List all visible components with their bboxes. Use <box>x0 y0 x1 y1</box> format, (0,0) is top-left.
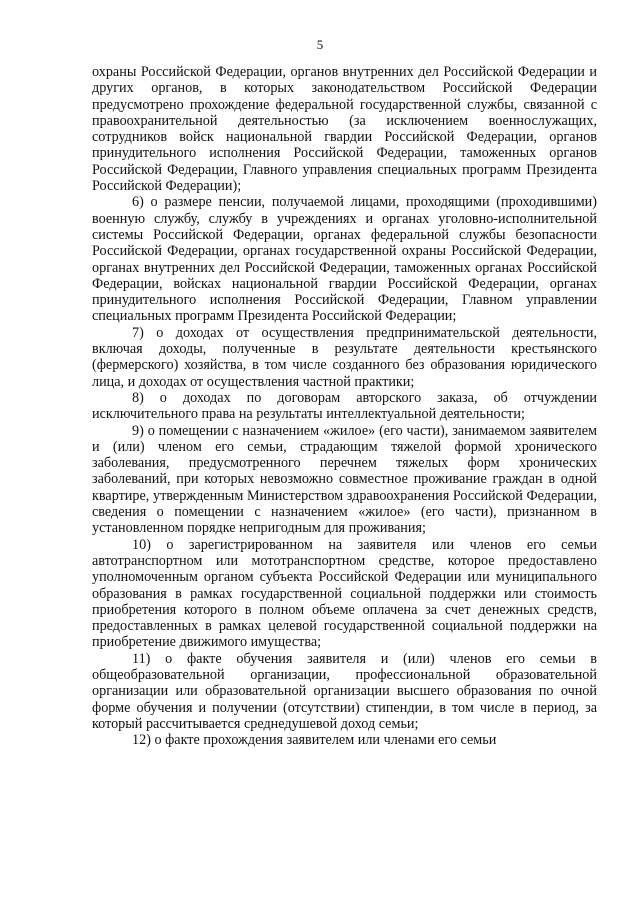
paragraph-item-6: 6) о размере пенсии, получаемой лицами, проходящими (проходившими) военную службу, службу в учреждениях и органах уголовно-исполнительной системы Российской Федерации, органах федеральной службы безопасности Российской Федерации, органах государственной охраны Российской Федерации, органах внутренних дел Российской Федерации, таможенных органах Российской Федерации, войсках национальной гвардии Российской Федерации, органах принудительного исполнения Российской Федерации, Главном управлении специальных программ Президента Российской Федерации; <box>92 194 597 325</box>
paragraph-item-10: 10) о зарегистрированном на заявителя или членов его семьи автотранспортном или мототранспортном средстве, которое предоставлено уполномоченным органом субъекта Российской Федерации или муниципального образования в рамках государственной социальной поддержки или стоимость приобретения которого в полном объеме оплачена за счет денежных средств, предоставленных в рамках целевой государственной социальной поддержки на приобретение движимого имущества; <box>92 536 597 651</box>
paragraph-item-11: 11) о факте обучения заявителя и (или) членов его семьи в общеобразовательной организации, профессиональной образовательной организации или образовательной организации высшего образования по очной форме обучения и получении (отсутствии) стипендии, в том числе в период, за который рассчитывается среднедушевой доход семьи; <box>92 650 597 732</box>
paragraph-continuation: охраны Российской Федерации, органов внутренних дел Российской Федерации и других органов, в которых законодательством Российской Федерации предусмотрено прохождение федеральной государственной службы, связанной с правоохранительной деятельностью (за исключением военнослужащих, сотрудников войск национальной гвардии Российской Федерации, органов принудительного исполнения Российской Федерации, таможенных органов Российской Федерации, Главного управления специальных программ Президента Российской Федерации); <box>92 64 597 195</box>
paragraph-item-8: 8) о доходах по договорам авторского заказа, об отчуждении исключительного права на результаты интеллектуальной деятельности; <box>92 389 597 423</box>
paragraph-item-7: 7) о доходах от осуществления предпринимательской деятельности, включая доходы, полученные в результате деятельности крестьянского (фермерского) хозяйства, в том числе созданного без образования юридического лица, и доходах от осуществления частной практики; <box>92 324 597 390</box>
document-body <box>92 64 597 748</box>
paragraph-item-9: 9) о помещении с назначением «жилое» (его части), занимаемом заявителем и (или) членом его семьи, страдающим тяжелой формой хронического заболевания, предусмотренного перечнем тяжелых форм хронических заболеваний, при которых невозможно совместное проживание граждан в одной квартире, утвержденным Министерством здравоохранения Российской Федерации, сведения о помещении с назначением «жилое» (его части), признанном в установленном порядке непригодным для проживания; <box>92 422 597 537</box>
page-number: 5 <box>316 37 324 52</box>
paragraph-item-12: 12) о факте прохождения заявителем или членами его семьи <box>132 732 497 749</box>
